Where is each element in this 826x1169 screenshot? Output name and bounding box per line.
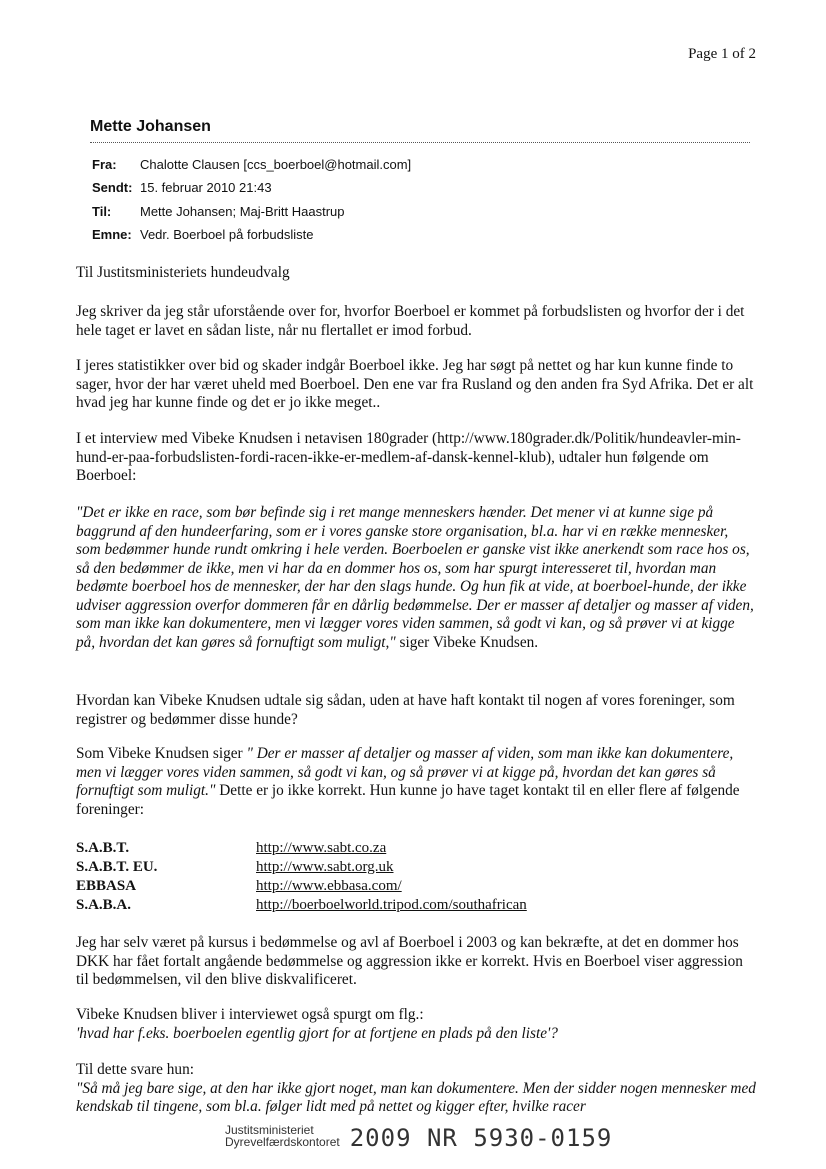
to-label: Til: <box>92 204 112 219</box>
correction-lead: Som Vibeke Knudsen siger <box>76 745 247 762</box>
email-subject-row <box>92 227 313 242</box>
quote-attribution: siger Vibeke Knudsen. <box>395 633 539 651</box>
subject-label: Emne: <box>92 227 132 242</box>
paragraph-course: Jeg har selv været på kursus i bedømmelse og avl af Boerboel i 2003 og kan bekræfte, at det en dommer hos DKK har fået fortalt angående bedømmelse og aggression ikke er korrekt. Hvis en Boerboel viser aggression til bedømmelsen, vil den blive diskvalificeret. <box>76 934 743 988</box>
sent-label: Sendt: <box>92 180 133 195</box>
org-link[interactable]: http://www.sabt.co.za <box>256 840 387 856</box>
header-divider <box>90 142 750 143</box>
paragraph-answer <box>76 1061 756 1117</box>
answer-quote: "Så må jeg bare sige, at den har ikke gjort noget, man kan dokumentere. Men der sidder nogen mennesker med kendskab til tingene, som bl.a. følger lidt med på nettet og kigger efter, hvilke racer <box>76 1079 756 1115</box>
paragraph-intro: Jeg skriver da jeg står uforstående over for, hvorfor Boerboel er kommet på forbudslisten og hvorfor der i det hele taget er lavet en sådan liste, når nu flertallet er imod forbud. <box>76 303 745 339</box>
to-value: Mette Johansen; Maj-Britt Haastrup <box>140 204 345 219</box>
org-name: S.A.B.A. <box>76 897 132 913</box>
interview-quote <box>76 504 756 652</box>
list-item <box>76 896 527 915</box>
org-name: S.A.B.T. EU. <box>76 859 158 875</box>
ministry-stamp: Justitsministeriet Dyrevelfærdskontoret <box>225 1123 340 1149</box>
journal-number: 2009 NR 5930-0159 <box>349 1124 613 1152</box>
correction-tail: Dette er jo ikke korrekt. Hun kunne jo have taget kontakt til en eller flere af følgende foreninger: <box>76 782 740 818</box>
followup-quote: 'hvad har f.eks. boerboelen egentlig gjort for at fortjene en plads på den liste'? <box>76 1024 558 1042</box>
from-label: Fra: <box>92 157 117 172</box>
answer-intro: Til dette svare hun: <box>76 1061 194 1078</box>
list-item <box>76 858 527 877</box>
paragraph-question: Hvordan kan Vibeke Knudsen udtale sig sådan, uden at have haft kontakt til nogen af vores foreninger, som registrer og bedømmer disse hunde? <box>76 692 735 728</box>
org-link[interactable]: http://www.sabt.org.uk <box>256 859 394 875</box>
journal-stamp <box>225 1124 612 1152</box>
org-name: EBBASA <box>76 878 137 894</box>
list-item <box>76 839 527 858</box>
paragraph-statistics: I jeres statistikker over bid og skader indgår Boerboel ikke. Jeg har søgt på nettet og har kun kunne finde to sager, hvor der har været uheld med Boerboel. Den ene var fra Rusland og den anden fra Syd Afrika. Det er alt hvad jeg har kunne finde og det er jo ikke meget.. <box>76 357 754 411</box>
from-value: Chalotte Clausen [ccs_boerboel@hotmail.com] <box>140 157 412 172</box>
email-sent-row <box>92 180 272 195</box>
followup-text: Vibeke Knudsen bliver i interviewet også spurgt om flg.: <box>76 1006 424 1023</box>
org-link[interactable]: http://boerboelworld.tripod.com/southafrican <box>256 897 527 913</box>
email-to-row <box>92 204 344 219</box>
correction-quote: " Der er masser af detaljer og masser af viden, som man ikke kan dokumentere, men vi lægger vores viden sammen, så godt vi kan, og så prøver vi at kigge på, hvordan det kan gøres så fornuftigt som muligt." <box>76 745 734 799</box>
organization-list <box>76 839 527 915</box>
list-item <box>76 877 527 896</box>
paragraph-correction <box>76 745 756 819</box>
paragraph-followup <box>76 1006 756 1043</box>
subject-value: Vedr. Boerboel på forbudsliste <box>140 227 314 242</box>
page-number: Page 1 of 2 <box>688 46 756 62</box>
org-link[interactable]: http://www.ebbasa.com/ <box>256 878 402 894</box>
sent-value: 15. februar 2010 21:43 <box>140 180 272 195</box>
recipient-name: Mette Johansen <box>90 118 211 135</box>
paragraph-interview: I et interview med Vibeke Knudsen i netavisen 180grader (http://www.180grader.dk/Politik/hundeavler-min-hund-er-paa-forbudslisten-fordi-racen-ikke-er-medlem-af-dansk-kennel-klub), udtaler hun følgende om Boerboel: <box>76 430 741 484</box>
salutation: Til Justitsministeriets hundeudvalg <box>76 264 290 281</box>
email-from-row <box>92 157 411 172</box>
quote-text: "Det er ikke en race, som bør befinde sig i ret mange menneskers hænder. Det mener vi at kunne sige på baggrund af den hundeerfaring, som er i vores ganske store organisation, bl.a. har vi en række mennesker, som bedømmer hunde rundt omkring i hele verden. Boerboelen er ganske vist ikke anerkendt som race hos os, så den bedømmer de ikke, men vi har da en dommer hos os, som har spurgt interesseret til, hvordan man bedømte boerboel hos de mennesker, der har den slags hunde. Og hun fik at vide, at boerboel-hunde, der ikke udviser aggression overfor dommeren får en dårlig bedømmelse. Der er masser af detaljer og masser af viden, som man ikke kan dokumentere, men vi lægger vores viden sammen, så godt vi kan, og så prøver vi at kigge på, hvordan det kan gøres så fornuftigt som muligt," <box>76 504 754 651</box>
org-name: S.A.B.T. <box>76 840 130 856</box>
